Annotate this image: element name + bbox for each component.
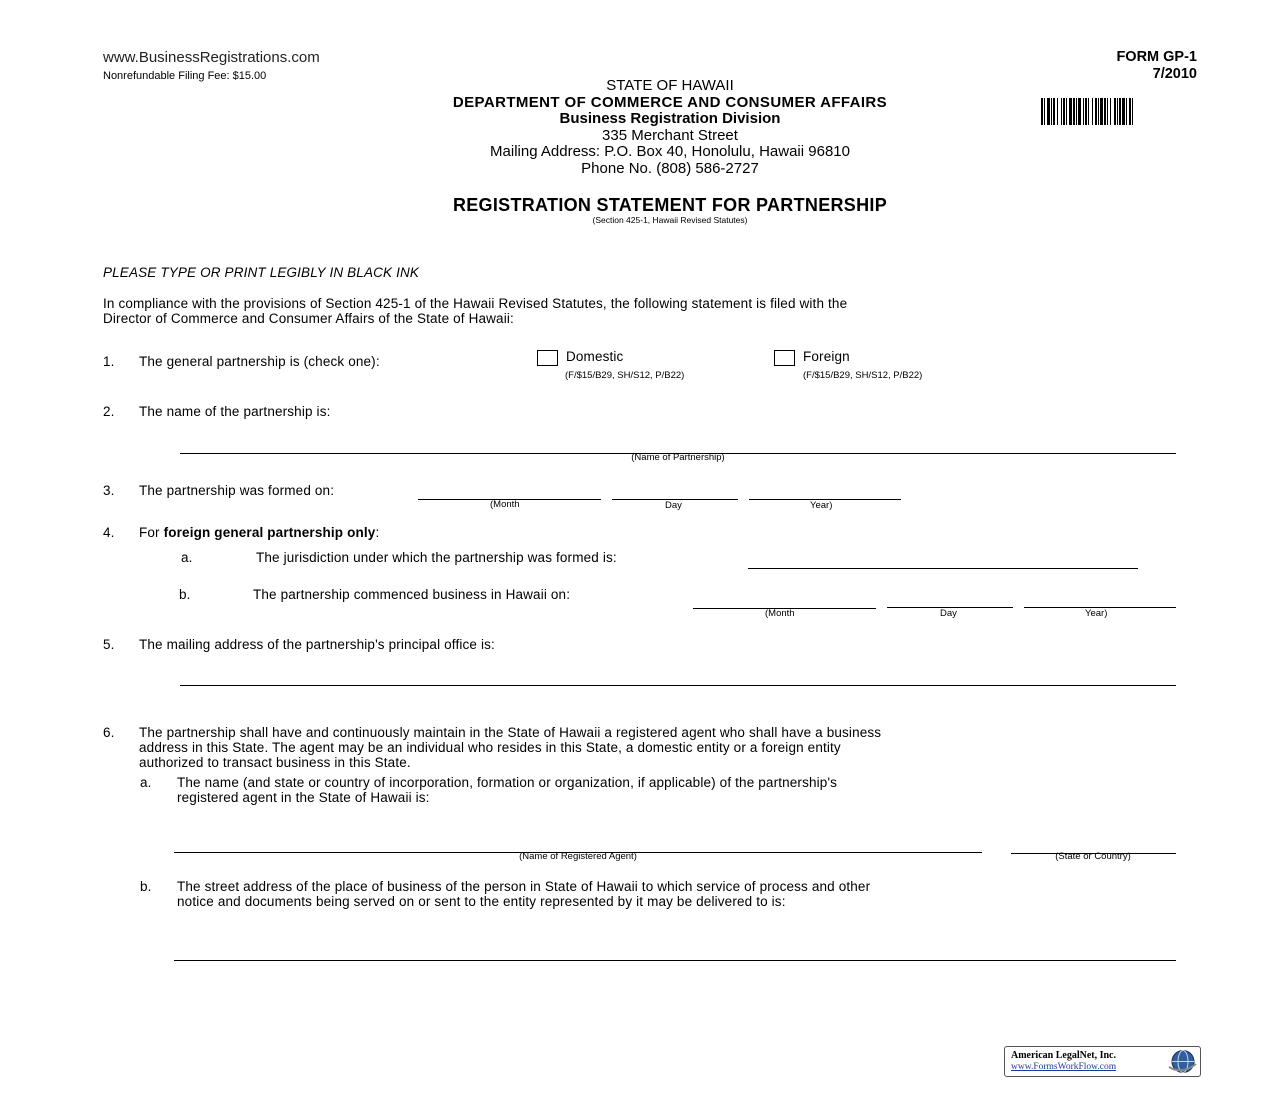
foreign-checkbox[interactable] <box>774 350 795 366</box>
item-4a-text: The jurisdiction under which the partnership was formed is: <box>256 550 617 565</box>
partnership-name-caption: (Name of Partnership) <box>631 452 725 463</box>
form-title: REGISTRATION STATEMENT FOR PARTNERSHIP <box>452 195 888 215</box>
item-6-line-3: authorized to transact business in this State. <box>139 755 411 770</box>
form-id: FORM GP-1 <box>1116 49 1197 65</box>
logo-url[interactable]: www.FormsWorkFlow.com <box>1011 1062 1117 1072</box>
formed-month-caption: (Month <box>490 499 520 510</box>
intro-line-2: Director of Commerce and Consumer Affairs of the State of Hawaii: <box>103 311 514 326</box>
item-4-text: For foreign general partnership only: <box>139 525 380 540</box>
domestic-label: Domestic <box>566 349 624 364</box>
item-1-text: The general partnership is (check one): <box>139 354 380 369</box>
formed-year-caption: Year) <box>810 500 833 511</box>
domestic-code: (F/$15/B29, SH/S12, P/B22) <box>565 370 685 381</box>
item-3-number: 3. <box>103 483 115 498</box>
mailing-address-field[interactable] <box>180 685 1176 686</box>
item-4b-text: The partnership commenced business in Hawaii on: <box>253 587 571 602</box>
item-4-number: 4. <box>103 525 115 540</box>
item-6-line-1: The partnership shall have and continuously maintain in the State of Hawaii a registered agent who shall have a business <box>139 725 882 740</box>
item-6a-line-1: The name (and state or country of incorporation, formation or organization, if applicable) of the partnership's <box>177 775 838 790</box>
item-6-number: 6. <box>103 725 115 740</box>
filing-fee: Nonrefundable Filing Fee: $15.00 <box>103 70 267 82</box>
barcode <box>1041 98 1197 125</box>
item-1-number: 1. <box>103 354 115 369</box>
registered-agent-caption: (Name of Registered Agent) <box>519 851 637 862</box>
commenced-month-caption: (Month <box>765 608 795 619</box>
street-address: 335 Merchant Street <box>602 126 738 144</box>
mailing-address: Mailing Address: P.O. Box 40, Honolulu, Hawaii 96810 <box>490 143 850 160</box>
form-subtitle: (Section 425-1, Hawaii Revised Statutes) <box>592 215 748 225</box>
item-6b-line-2: notice and documents being served on or sent to the entity represented by it may be delivered to is: <box>177 894 786 909</box>
department-name: DEPARTMENT OF COMMERCE AND CONSUMER AFFAIRS <box>452 93 888 111</box>
formed-day-caption: Day <box>665 500 682 511</box>
barcode-bar <box>1133 98 1135 125</box>
item-2-text: The name of the partnership is: <box>139 404 331 419</box>
foreign-label: Foreign <box>803 349 850 364</box>
item-4b-letter: b. <box>179 587 191 602</box>
item-6b-line-1: The street address of the place of business of the person in State of Hawaii to which service of process and other <box>177 879 871 894</box>
americanlegalnet-logo <box>1004 1046 1201 1077</box>
phone-number: Phone No. (808) 586-2727 <box>581 159 759 177</box>
ink-instructions: PLEASE TYPE OR PRINT LEGIBLY IN BLACK INK <box>103 265 420 280</box>
form-date: 7/2010 <box>1152 66 1197 82</box>
intro-line-1: In compliance with the provisions of Section 425-1 of the Hawaii Revised Statutes, the following statement is filed with the <box>103 296 848 311</box>
division-name: Business Registration Division <box>559 110 781 127</box>
service-address-field[interactable] <box>174 960 1176 961</box>
domestic-checkbox[interactable] <box>537 350 558 366</box>
state-or-country-caption: (State or Country) <box>1055 851 1131 862</box>
state-name: STATE OF HAWAII <box>606 77 734 94</box>
jurisdiction-field[interactable] <box>748 568 1138 569</box>
logo-company-name: American LegalNet, Inc. <box>1011 1050 1116 1061</box>
item-3-text: The partnership was formed on: <box>139 483 335 498</box>
item-6-line-2: address in this State. The agent may be an individual who resides in this State, a domestic entity or a foreign entity <box>139 740 841 755</box>
item-6a-line-2: registered agent in the State of Hawaii is: <box>177 790 430 805</box>
commenced-day-caption: Day <box>940 608 957 619</box>
item-5-number: 5. <box>103 637 115 652</box>
item-4-emphasis: foreign general partnership only <box>163 525 376 540</box>
commenced-year-caption: Year) <box>1085 608 1108 619</box>
item-6a-letter: a. <box>140 775 152 790</box>
item-5-text: The mailing address of the partnership's principal office is: <box>139 637 495 652</box>
foreign-code: (F/$15/B29, SH/S12, P/B22) <box>803 370 923 381</box>
globe-icon <box>1166 1048 1198 1075</box>
item-6b-letter: b. <box>140 879 152 894</box>
agency-header <box>370 78 970 177</box>
website-url: www.BusinessRegistrations.com <box>103 49 320 66</box>
item-2-number: 2. <box>103 404 115 419</box>
item-4a-letter: a. <box>181 550 193 565</box>
